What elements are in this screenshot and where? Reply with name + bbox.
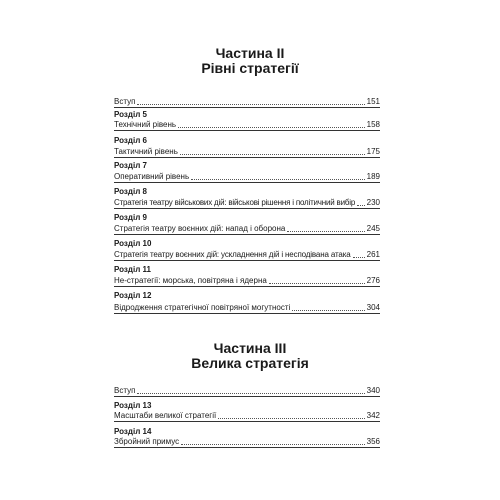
toc-entry-page: 356	[366, 437, 380, 446]
toc-entry-page: 151	[366, 97, 380, 106]
part-2-heading	[0, 46, 500, 76]
toc-entry-page: 189	[366, 172, 380, 181]
section-label: Розділ 7	[114, 161, 147, 170]
toc-entry-page: 230	[366, 198, 380, 207]
section-label: Розділ 9	[114, 213, 147, 222]
part-3-title: Частина III	[213, 340, 287, 356]
part-3-subtitle: Велика стратегія	[191, 355, 309, 371]
toc-entry-label: Технічний рівень	[114, 120, 177, 129]
toc-entry-label: Не-стратегії: морська, повітряна і ядерна	[114, 276, 267, 285]
section-label: Розділ 11	[114, 265, 151, 274]
part-2-subtitle: Рівні стратегії	[201, 60, 299, 76]
leader-dots	[353, 257, 365, 258]
toc-entry-label: Вступ	[114, 386, 136, 395]
toc-entry-page: 304	[366, 303, 380, 312]
leader-dots	[180, 154, 365, 155]
leader-dots	[357, 205, 365, 206]
toc-entry	[114, 221, 380, 235]
part-2-title: Частина II	[215, 45, 285, 61]
leader-dots	[218, 418, 364, 419]
toc-entry	[114, 408, 380, 422]
toc-entry-label: Відродження стратегічної повітряної могутності	[114, 303, 291, 312]
leader-dots	[137, 393, 364, 394]
toc-entry	[114, 144, 380, 158]
toc-entry	[114, 94, 380, 108]
toc-entry-label: Масштаби великої стратегії	[114, 411, 217, 420]
toc-entry-label: Стратегія театру воєнних дій: ускладнення дій і несподівана атака	[114, 250, 351, 259]
toc-entry-page: 158	[366, 120, 380, 129]
leader-dots	[287, 231, 364, 232]
toc-entry-page: 340	[366, 386, 380, 395]
toc-entry	[114, 195, 380, 209]
leader-dots	[181, 444, 365, 445]
toc-entry-label: Тактичний рівень	[114, 147, 178, 156]
toc-entry-label: Стратегія театру воєнних дій: напад і оборона	[114, 224, 286, 233]
toc-entry	[114, 169, 380, 183]
toc-entry	[114, 300, 380, 314]
leader-dots	[137, 104, 364, 105]
toc-entry-label: Оперативний рівень	[114, 172, 190, 181]
toc-entry-page: 342	[366, 411, 380, 420]
leader-dots	[178, 127, 365, 128]
section-label: Розділ 12	[114, 291, 152, 300]
leader-dots	[269, 283, 365, 284]
toc-entry-page: 175	[366, 147, 380, 156]
section-label: Розділ 14	[114, 427, 152, 436]
section-label: Розділ 8	[114, 187, 147, 196]
toc-entry-label: Збройний примус	[114, 437, 180, 446]
toc-entry-page: 261	[366, 250, 380, 259]
toc-entry	[114, 273, 380, 287]
toc-entry-label: Стратегія театру військових дій: військові рішення і політичний вибір	[114, 198, 356, 207]
toc-entry	[114, 247, 380, 261]
toc-entry-label: Вступ	[114, 97, 136, 106]
section-label: Розділ 13	[114, 401, 152, 410]
toc-entry-page: 245	[366, 224, 380, 233]
part-3-heading	[0, 341, 500, 371]
section-label: Розділ 5	[114, 110, 147, 119]
leader-dots	[191, 179, 365, 180]
toc-entry	[114, 383, 380, 397]
section-label: Розділ 10	[114, 239, 152, 248]
leader-dots	[292, 310, 364, 311]
toc-entry-page: 276	[366, 276, 380, 285]
toc-entry	[114, 117, 380, 131]
toc-entry	[114, 434, 380, 448]
section-label: Розділ 6	[114, 136, 147, 145]
